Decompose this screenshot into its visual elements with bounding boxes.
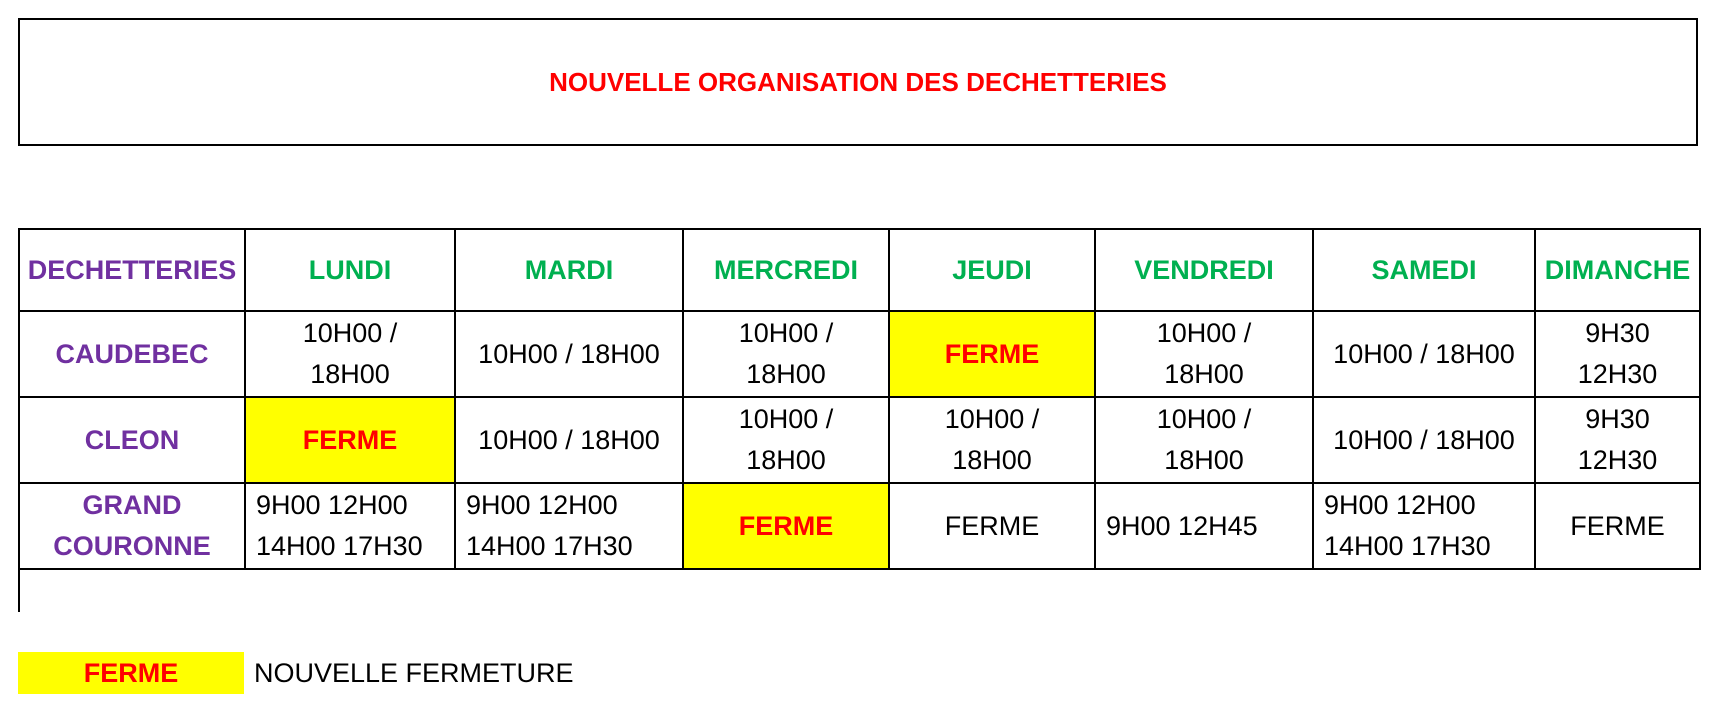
header-mardi: MARDI — [455, 229, 683, 311]
cell-cleon-lundi — [245, 397, 455, 483]
cell-line: 14H00 17H30 — [466, 531, 633, 561]
cell-caudebec-vendredi — [1095, 311, 1313, 397]
cell-line: 10H00 / — [944, 404, 1040, 434]
cell-line: 10H00 / — [1156, 318, 1252, 348]
cell-caudebec-mardi — [455, 311, 683, 397]
row-name-grand-couronne — [19, 483, 245, 569]
cell-line: 9H00 12H00 — [256, 490, 408, 520]
table-row-grand-couronne — [19, 483, 1700, 569]
cell-line: FERME — [944, 510, 1040, 541]
header-samedi: SAMEDI — [1313, 229, 1535, 311]
cell-grand-couronne-jeudi — [889, 483, 1095, 569]
cell-line: 18H00 — [952, 445, 1032, 475]
legend-text: NOUVELLE FERMETURE — [254, 657, 574, 688]
cell-caudebec-dimanche — [1535, 311, 1700, 397]
cell-cleon-mardi — [455, 397, 683, 483]
table-tail-line — [18, 570, 20, 612]
cell-caudebec-samedi — [1313, 311, 1535, 397]
cell-grand-couronne-mardi — [455, 483, 683, 569]
cell-line: 10H00 / 18H00 — [1333, 338, 1515, 369]
cell-grand-couronne-vendredi — [1095, 483, 1313, 569]
schedule-table — [18, 228, 1701, 570]
cell-cleon-mercredi — [683, 397, 889, 483]
row-name-line: GRAND — [82, 490, 182, 520]
cell-line: 10H00 / — [738, 318, 834, 348]
row-name-line: COURONNE — [53, 531, 211, 561]
row-name-cleon: CLEON — [19, 397, 245, 483]
cell-grand-couronne-dimanche — [1535, 483, 1700, 569]
cell-line: 9H30 — [1585, 318, 1650, 348]
cell-caudebec-jeudi — [889, 311, 1095, 397]
page-title: NOUVELLE ORGANISATION DES DECHETTERIES — [549, 66, 1167, 97]
title-box — [18, 18, 1698, 146]
closed-label: FERME — [302, 424, 398, 455]
cell-line: 10H00 / — [1156, 404, 1252, 434]
header-dechetteries: DECHETTERIES — [19, 229, 245, 311]
cell-grand-couronne-mercredi — [683, 483, 889, 569]
table-row-caudebec — [19, 311, 1700, 397]
cell-line: 12H30 — [1577, 359, 1658, 389]
cell-line: 18H00 — [746, 445, 826, 475]
row-name-caudebec: CAUDEBEC — [19, 311, 245, 397]
header-jeudi: JEUDI — [889, 229, 1095, 311]
cell-line: 9H00 12H00 — [466, 490, 618, 520]
table-row-cleon — [19, 397, 1700, 483]
cell-line: 14H00 17H30 — [256, 531, 423, 561]
cell-line: 9H00 12H45 — [1106, 510, 1258, 541]
cell-cleon-samedi — [1313, 397, 1535, 483]
cell-cleon-jeudi — [889, 397, 1095, 483]
cell-line: 10H00 / 18H00 — [478, 424, 660, 455]
cell-line: 9H00 12H00 — [1324, 490, 1476, 520]
cell-line: 10H00 / — [738, 404, 834, 434]
cell-cleon-dimanche — [1535, 397, 1700, 483]
legend-swatch — [18, 652, 244, 694]
cell-line: 14H00 17H30 — [1324, 531, 1491, 561]
cell-line: 10H00 / 18H00 — [1333, 424, 1515, 455]
header-row — [19, 229, 1700, 311]
cell-cleon-vendredi — [1095, 397, 1313, 483]
cell-caudebec-lundi — [245, 311, 455, 397]
cell-line: 12H30 — [1577, 445, 1658, 475]
header-vendredi: VENDREDI — [1095, 229, 1313, 311]
cell-line: 18H00 — [310, 359, 390, 389]
cell-line: FERME — [1570, 510, 1665, 541]
cell-line: 10H00 / 18H00 — [478, 338, 660, 369]
header-dimanche: DIMANCHE — [1535, 229, 1700, 311]
cell-line: 9H30 — [1585, 404, 1650, 434]
cell-line: 18H00 — [1164, 359, 1244, 389]
cell-line: 18H00 — [1164, 445, 1244, 475]
closed-label: FERME — [738, 510, 834, 541]
legend — [18, 652, 574, 694]
closed-label: FERME — [944, 338, 1040, 369]
legend-swatch-label: FERME — [83, 657, 179, 688]
cell-grand-couronne-samedi — [1313, 483, 1535, 569]
header-mercredi: MERCREDI — [683, 229, 889, 311]
cell-caudebec-mercredi — [683, 311, 889, 397]
cell-line: 10H00 / — [302, 318, 398, 348]
cell-line: 18H00 — [746, 359, 826, 389]
header-lundi: LUNDI — [245, 229, 455, 311]
cell-grand-couronne-lundi — [245, 483, 455, 569]
